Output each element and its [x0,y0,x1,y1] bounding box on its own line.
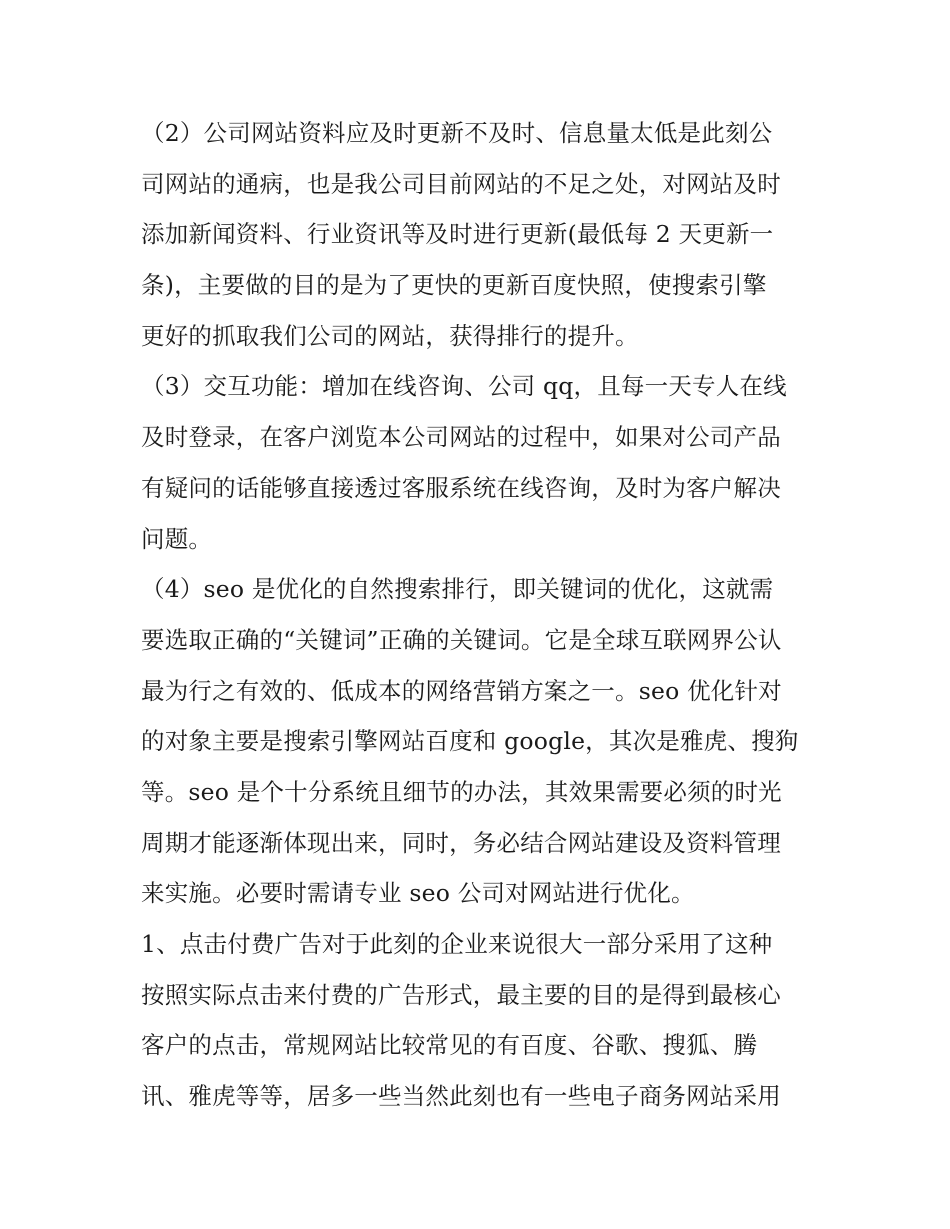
text-line: 问题。 [141,524,213,553]
text-line: （4）seo 是优化的自然搜索排行，即关键词的优化，这就需 [141,575,774,604]
text-line: 周期才能逐渐体现出来，同时，务必结合网站建设及资料管理 [141,828,781,857]
text-line: 等。seo 是个十分系统且细节的办法，其效果需要必须的时光 [141,777,782,806]
text-line: 1、点击付费广告对于此刻的企业来说很大一部分采用了这种 [141,930,773,958]
text-line: 更好的抓取我们公司的网站，获得排行的提升。 [141,321,639,350]
text-line: 条)，主要做的目的是为了更快的更新百度快照，使搜索引擎 [141,271,767,300]
text-line: （3）交互功能：增加在线咨询、公司 qq，且每一天专人在线 [141,372,787,401]
text-line: 要选取正确的“关键词”正确的关键词。它是全球互联网界公认 [141,625,782,654]
text-line: 司网站的通病，也是我公司目前网站的不足之处，对网站及时 [141,169,781,198]
text-line: 来实施。必要时需请专业 seo 公司对网站进行优化。 [141,879,695,908]
text-line: 的对象主要是搜索引擎网站百度和 google，其次是雅虎、搜狗 [141,727,799,756]
text-line: 最为行之有效的、低成本的网络营销方案之一。seo 优化针对 [141,676,782,705]
text-line: 添加新闻资料、行业资讯等及时进行更新(最低每 2 天更新一 [141,220,774,249]
text-line: 按照实际点击来付费的广告形式，最主要的目的是得到最核心 [141,980,781,1009]
text-line: （2）公司网站资料应及时更新不及时、信息量太低是此刻公 [141,119,773,147]
text-line: 讯、雅虎等等，居多一些当然此刻也有一些电子商务网站采用 [141,1082,781,1111]
document-body [141,108,813,1122]
text-line: 有疑问的话能够直接透过客服系统在线咨询，及时为客户解决 [141,473,781,502]
text-line: 客户的点击，常规网站比较常见的有百度、谷歌、搜狐、腾 [141,1031,758,1060]
text-line: 及时登录，在客户浏览本公司网站的过程中，如果对公司产品 [141,423,781,452]
